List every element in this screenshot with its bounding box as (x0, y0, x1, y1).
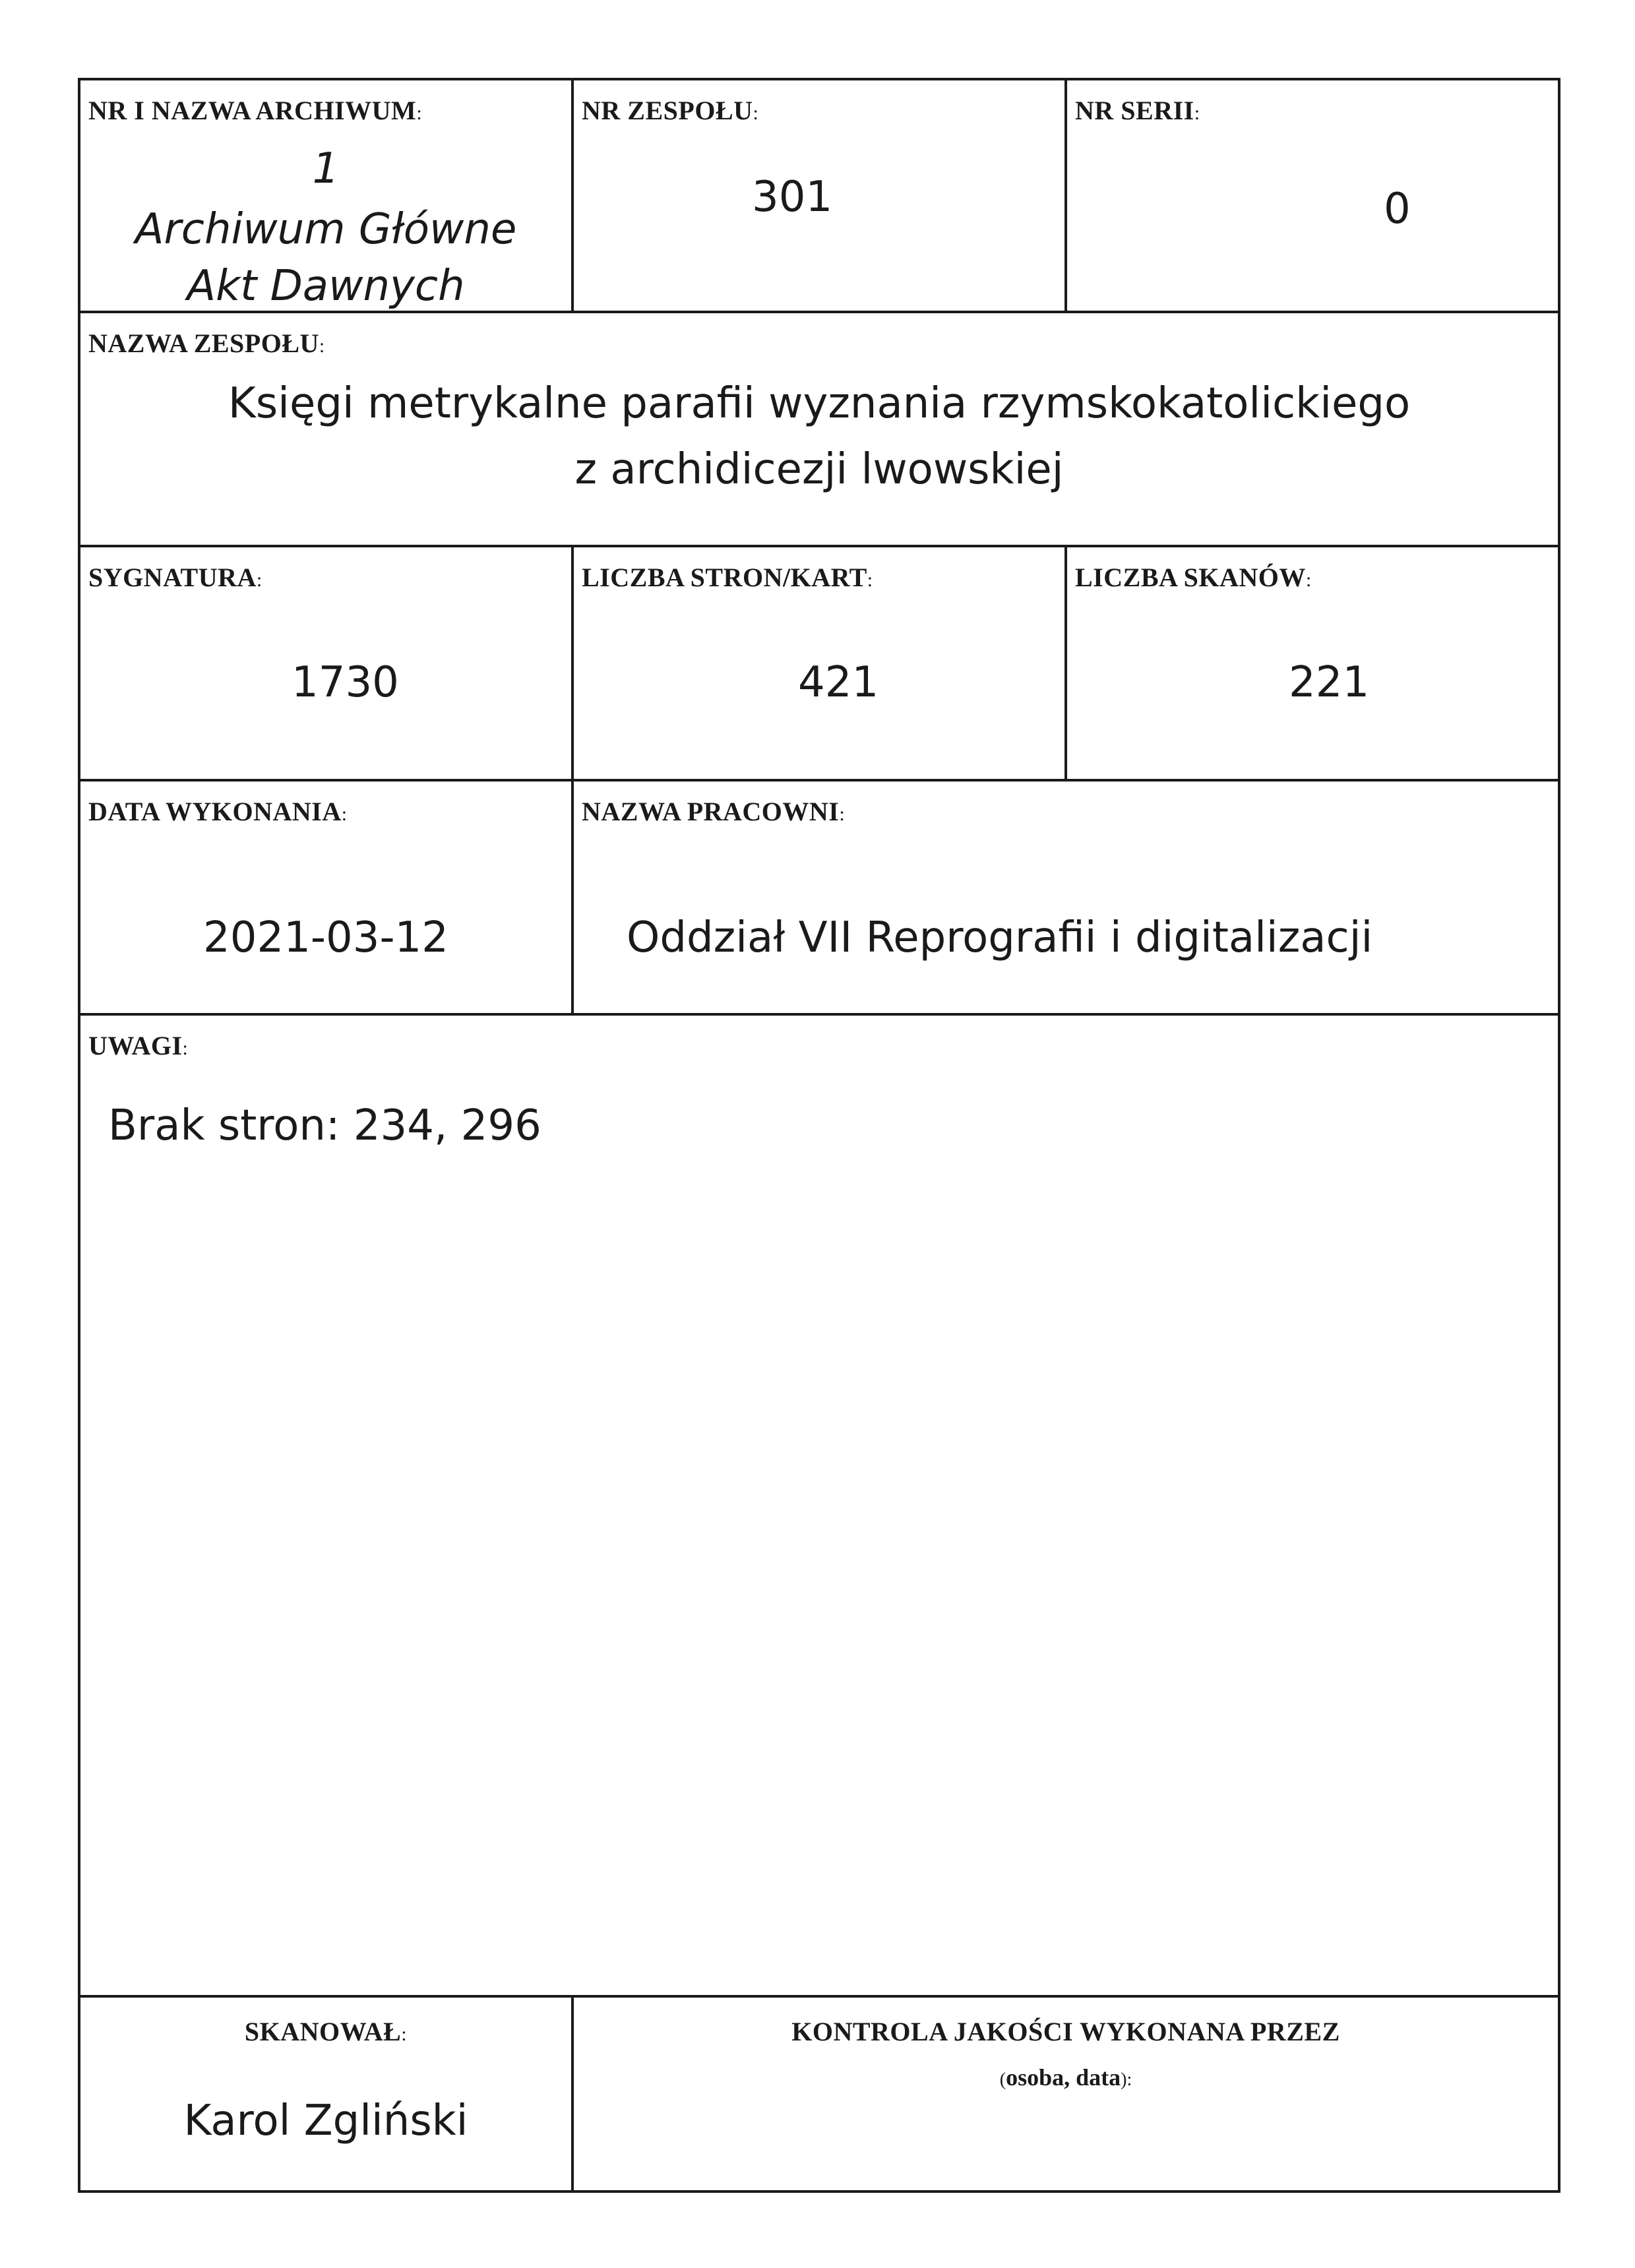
scans-value: 221 (1289, 658, 1370, 707)
series-number-label: NR SERII: (1075, 96, 1200, 125)
scanned-by-cell (78, 1995, 574, 2193)
date-cell (78, 779, 574, 1016)
remarks-cell (78, 1013, 1560, 1998)
pages-cell (571, 545, 1067, 782)
metadata-form (78, 78, 1560, 2193)
series-number-value: 0 (1384, 185, 1411, 233)
workshop-cell (571, 779, 1560, 1016)
quality-control-cell (571, 1995, 1560, 2193)
archive-cell (78, 78, 574, 313)
quality-control-label: KONTROLA JAKOŚCI WYKONANA PRZEZ (791, 2017, 1340, 2046)
scans-cell (1064, 545, 1560, 782)
archive-name-line2: Akt Dawnych (187, 262, 465, 311)
workshop-label: NAZWA PRACOWNI: (582, 797, 846, 826)
scans-label: LICZBA SKANÓW: (1075, 563, 1312, 592)
archive-label: NR I NAZWA ARCHIWUM: (88, 96, 423, 125)
workshop-value: Oddział VII Reprografii i digitalizacji (627, 913, 1373, 962)
pages-value: 421 (798, 658, 879, 707)
archive-number: 1 (312, 144, 340, 193)
fonds-name-cell (78, 311, 1560, 547)
fonds-name-line1: Księgi metrykalne parafii wyznania rzymskokatolickiego (228, 379, 1411, 428)
scanned-by-value: Karol Zgliński (183, 2097, 468, 2145)
scanned-by-label: SKANOWAŁ: (244, 2017, 408, 2046)
signature-cell (78, 545, 574, 782)
fonds-number-cell (571, 78, 1067, 313)
signature-value: 1730 (292, 658, 399, 707)
fonds-name-line2: z archidicezji lwowskiej (574, 445, 1064, 494)
date-value: 2021-03-12 (203, 913, 448, 962)
pages-label: LICZBA STRON/KART: (582, 563, 873, 592)
fonds-name-label: NAZWA ZESPOŁU: (88, 328, 325, 358)
archive-name-line1: Archiwum Główne (135, 205, 517, 254)
date-label: DATA WYKONANIA: (88, 797, 348, 826)
signature-label: SYGNATURA: (88, 563, 262, 592)
remarks-value: Brak stron: 234, 296 (108, 1101, 541, 1150)
fonds-number-label: NR ZESPOŁU: (582, 96, 759, 125)
quality-control-sublabel: (osoba, data): (999, 2064, 1132, 2091)
series-number-cell (1064, 78, 1560, 313)
remarks-label: UWAGI: (88, 1031, 189, 1060)
fonds-number-value: 301 (752, 173, 833, 222)
